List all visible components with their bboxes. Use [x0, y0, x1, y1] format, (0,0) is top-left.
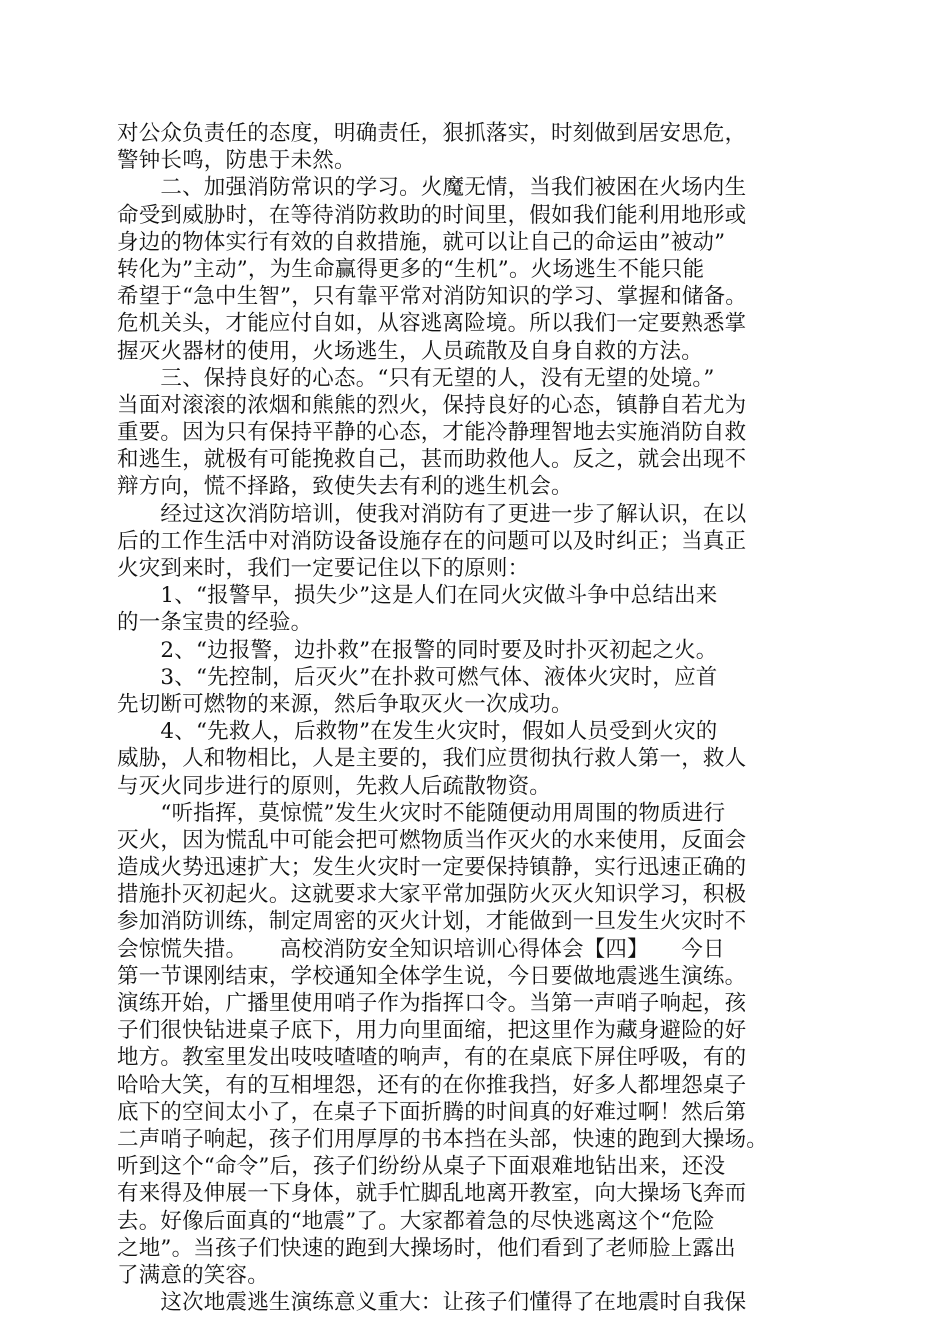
text-line-38: 二声哨子响起，孩子们用厚厚的书本挡在头部，快速的跑到大操场。 — [117, 1126, 769, 1152]
text-line-29: 措施扑灭初起火。这就要求大家平常加强防火灭火知识学习，积极 — [117, 882, 747, 908]
text-line-21: 3、“先控制，后灭火”在扑救可燃气体、液体火灾时，应首 — [117, 664, 718, 690]
text-line-39: 听到这个“命令”后，孩子们纷纷从桌子下面艰难地钻出来，还没 — [117, 1154, 726, 1180]
text-line-32: 第一节课刚结束，学校通知全体学生说，今日要做地震逃生演练。 — [117, 963, 747, 989]
text-line-35: 地方。教室里发出吱吱喳喳的响声，有的在桌底下屏住呼吸，有的 — [117, 1045, 747, 1071]
text-line-12: 重要。因为只有保持平静的心态，才能冷静理智地去实施消防自救 — [117, 420, 747, 446]
text-line-2: 警钟长鸣，防患于未然。 — [117, 148, 356, 174]
text-line-4: 命受到威胁时，在等待消防救助的时间里，假如我们能利用地形或 — [117, 202, 747, 228]
text-line-25: 与灭火同步进行的原则，先救人后疏散物资。 — [117, 773, 552, 799]
text-line-13: 和逃生，就极有可能挽救自己，甚而助救他人。反之，就会出现不 — [117, 447, 747, 473]
text-line-42: 之地”。当孩子们快速的跑到大操场时，他们看到了老师脸上露出 — [117, 1235, 736, 1261]
text-line-11: 当面对滚滚的浓烟和熊熊的烈火，保持良好的心态，镇静自若尤为 — [117, 392, 747, 418]
text-line-40: 有来得及伸展一下身体，就手忙脚乱地离开教室，向大操场飞奔而 — [117, 1181, 747, 1207]
text-line-16: 后的工作生活中对消防设备设施存在的问题可以及时纠正；当真正 — [117, 528, 747, 554]
document-body — [117, 120, 833, 1316]
text-line-31: 会惊慌失措。 高校消防安全知识培训心得体会【四】 今日 — [117, 936, 725, 962]
text-line-17: 火灾到来时，我们一定要记住以下的原则： — [117, 556, 530, 581]
text-line-7: 希望于“急中生智”，只有靠平常对消防知识的学习、掌握和储备。 — [117, 284, 747, 310]
text-line-8: 危机关头，才能应付自如，从容逃离险境。所以我们一定要熟悉掌 — [117, 311, 747, 337]
text-line-3: 二、加强消防常识的学习。火魔无情，当我们被困在火场内生 — [117, 175, 747, 201]
text-line-19: 的一条宝贵的经验。 — [117, 610, 313, 636]
text-line-23: 4、“先救人，后救物”在发生火灾时，假如人员受到火灾的 — [117, 719, 718, 745]
text-line-28: 造成火势迅速扩大；发生火灾时一定要保持镇静，实行迅速正确的 — [117, 855, 747, 881]
text-line-5: 身边的物体实行有效的自救措施，就可以让自己的命运由”被动” — [117, 229, 726, 255]
text-line-44: 这次地震逃生演练意义重大：让孩子们懂得了在地震时自我保 — [117, 1290, 747, 1316]
text-line-18: 1、“报警早，损失少”这是人们在同火灾做斗争中总结出来 — [117, 583, 718, 609]
text-line-9: 握灭火器材的使用，火场逃生，人员疏散及自身自救的方法。 — [117, 338, 703, 364]
text-line-6: 转化为”主动”，为生命赢得更多的“生机”。火场逃生不能只能 — [117, 256, 705, 282]
text-line-36: 哈哈大笑，有的互相埋怨，还有的在你推我挡，好多人都埋怨桌子 — [117, 1072, 747, 1098]
text-line-37: 底下的空间太小了，在桌子下面折腾的时间真的好难过啊！然后第 — [117, 1099, 747, 1125]
text-line-24: 威胁，人和物相比，人是主要的，我们应贯彻执行救人第一，救人 — [117, 746, 747, 772]
text-line-27: 灭火，因为慌乱中可能会把可燃物质当作灭火的水来使用，反面会 — [117, 827, 747, 853]
text-line-15: 经过这次消防培训，使我对消防有了更进一步了解认识，在以 — [117, 501, 747, 527]
text-line-20: 2、“边报警，边扑救”在报警的同时要及时扑灭初起之火。 — [117, 637, 718, 663]
text-line-22: 先切断可燃物的来源，然后争取灭火一次成功。 — [117, 691, 573, 717]
text-line-14: 辩方向，慌不择路，致使失去有利的逃生机会。 — [117, 474, 573, 500]
text-line-26: “听指挥，莫惊慌”发生火灾时不能随便动用周围的物质进行 — [117, 800, 726, 826]
text-line-43: 了满意的笑容。 — [117, 1262, 269, 1288]
text-line-10: 三、保持良好的心态。“只有无望的人，没有无望的处境。” — [117, 365, 715, 391]
text-line-1: 对公众负责任的态度，明确责任，狠抓落实，时刻做到居安思危， — [117, 121, 747, 146]
text-line-30: 参加消防训练，制定周密的灭火计划，才能做到一旦发生火灾时不 — [117, 909, 747, 935]
text-line-41: 去。好像后面真的“地震”了。大家都着急的尽快逃离这个“危险 — [117, 1208, 715, 1234]
text-line-34: 子们很快钻进桌子底下，用力向里面缩，把这里作为藏身避险的好 — [117, 1018, 747, 1044]
text-line-33: 演练开始，广播里使用哨子作为指挥口令。当第一声哨子响起，孩 — [117, 991, 747, 1016]
